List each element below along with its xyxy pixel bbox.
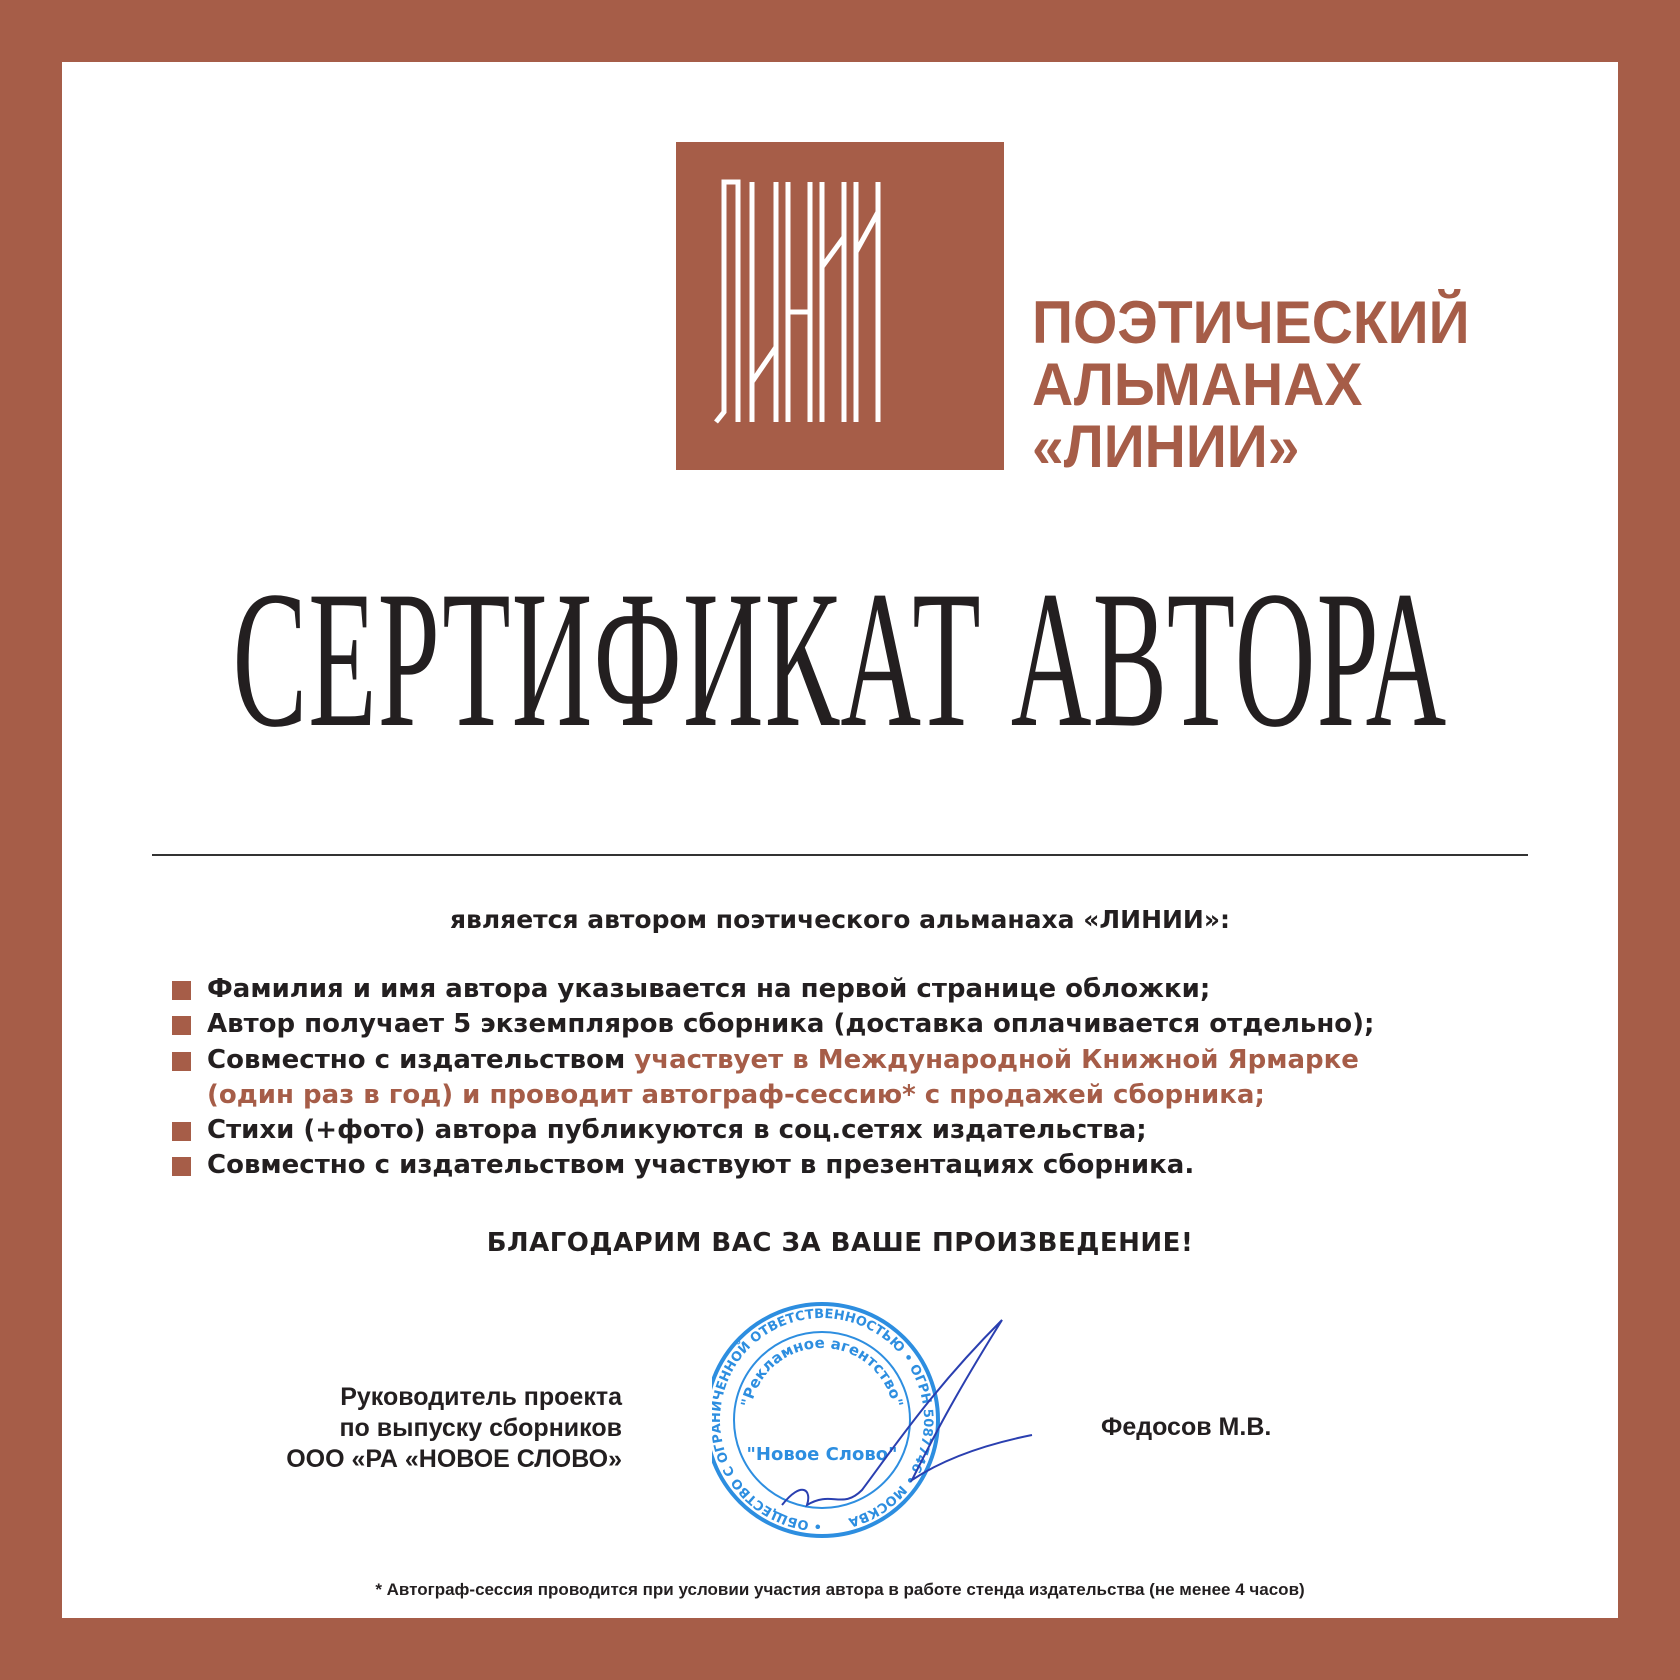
- list-item: [172, 1043, 1374, 1114]
- benefits-list: [172, 972, 1374, 1184]
- bullet-square-icon: [172, 1016, 191, 1035]
- certificate-title: СЕРТИФИКАТ АВТОРА: [232, 551, 1448, 768]
- highlight-text: участвует в Международной Книжной Ярмарке: [634, 1044, 1359, 1075]
- position-line: по выпуску сборников: [339, 1414, 622, 1442]
- bullet-square-icon: [172, 981, 191, 1000]
- subtitle-line: «ЛИНИИ»: [1032, 413, 1300, 480]
- list-item: [172, 1148, 1374, 1183]
- list-item-text: Совместно с издательством участвуют в презентациях сборника.: [207, 1150, 1195, 1181]
- position-line: Руководитель проекта: [340, 1383, 622, 1411]
- signer-name: Федосов М.В.: [1101, 1413, 1272, 1441]
- position-line: ООО «РА «НОВОЕ СЛОВО»: [286, 1445, 622, 1473]
- stamp-and-signature: [712, 1290, 1052, 1550]
- divider: [152, 854, 1528, 856]
- bullet-square-icon: [172, 1052, 191, 1071]
- intro-text: является автором поэтического альманаха «ЛИНИИ»:: [449, 905, 1230, 934]
- highlight-text: (один раз в год) и проводит автограф-сессию* с продажей сборника;: [207, 1079, 1265, 1110]
- list-item-text: Автор получает 5 экземпляров сборника (доставка оплачивается отдельно);: [207, 1009, 1375, 1040]
- list-item-text: Фамилия и имя автора указывается на первой странице обложки;: [207, 974, 1211, 1004]
- bullet-square-icon: [172, 1157, 191, 1176]
- subtitle-line: ПОЭТИЧЕСКИЙ: [1032, 289, 1470, 356]
- linii-logo-mark: [676, 142, 1004, 470]
- stamp-outer-text: • ОБЩЕСТВО С ОГ ЧЕННОЙ ОТВЕТСТВЕННОСТЬЮ • ОГРН 5087746 • МОСКВА: [712, 1306, 936, 1534]
- bullet-square-icon: [172, 1122, 191, 1141]
- list-item-text: Стихи (+фото) автора публикуются в соц.сетях издательства;: [207, 1115, 1147, 1146]
- linii-logo: [676, 142, 1004, 470]
- stamp-inner-text: "Рекламное агентство": [737, 1333, 907, 1409]
- list-item: [172, 972, 1374, 1007]
- list-item: [172, 1113, 1374, 1148]
- signer-position: [286, 1382, 622, 1475]
- almanac-subtitle: [1032, 289, 1470, 480]
- list-item: [172, 1007, 1374, 1042]
- company-stamp: [712, 1290, 1052, 1554]
- footnote: * Автограф-сессия проводится при условии участия автора в работе стенда издательства (не менее 4 часов): [375, 1580, 1305, 1599]
- list-item-text: Совместно с издательством: [207, 1044, 635, 1075]
- thanks-text: БЛАГОДАРИМ ВАС ЗА ВАШЕ ПРОИЗВЕДЕНИЕ!: [486, 1228, 1194, 1258]
- stamp-center-text: "Новое Слово": [746, 1444, 898, 1465]
- subtitle-line: АЛЬМАНАХ: [1032, 351, 1363, 418]
